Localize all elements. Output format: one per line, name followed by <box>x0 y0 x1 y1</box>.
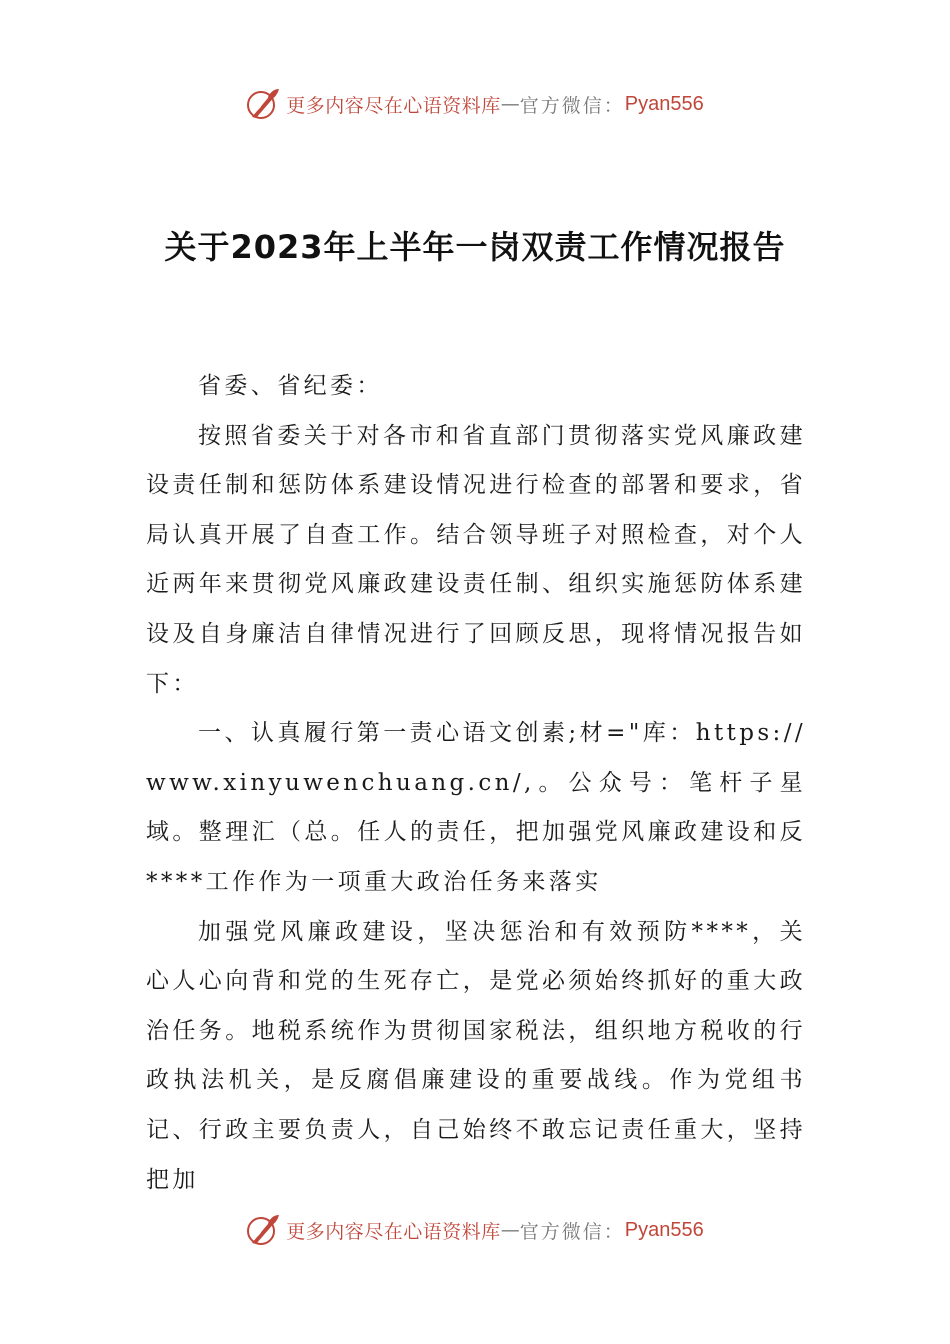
watermark-wechat-label: 官方微信： <box>519 94 625 117</box>
watermark-wechat-id: Pyan556 <box>624 1218 704 1241</box>
footer-watermark <box>0 1210 950 1250</box>
watermark-wechat-label: 官方微信： <box>519 1220 625 1243</box>
document-body <box>146 362 806 1205</box>
watermark-brand-text: 更多内容尽在心语资料库 <box>286 1220 501 1243</box>
document-title: 关于2023年上半年一岗双责工作情况报告 <box>164 228 786 266</box>
quill-pen-logo-icon <box>246 1213 280 1247</box>
watermark-separator: — <box>500 93 520 115</box>
paragraph-3: 加强党风廉政建设，坚决惩治和有效预防****，关心人心向背和党的生死存亡，是党必须始终抓好的重大政治任务。地税系统作为贯彻国家税法，组织地方税收的行政执法机关，是反腐倡廉建设的重要战线。作为党组书记、行政主要负责人，自己始终不敢忘记责任重大，坚持把加 <box>146 918 806 1193</box>
quill-pen-logo-icon <box>246 87 280 121</box>
watermark-wechat-id: Pyan556 <box>624 92 704 115</box>
paragraph-2: 一、认真履行第一责心语文创素;材="库：https://www.xinyuwenchuang.cn/,。公众号：笔杆子星域。整理汇（总。任人的责任，把加强党风廉政建设和反****工作作为一项重大政治任务来落实 <box>146 720 806 895</box>
watermark-brand-text: 更多内容尽在心语资料库 <box>286 94 501 117</box>
watermark-separator: — <box>500 1219 520 1241</box>
salutation: 省委、省纪委： <box>198 373 383 399</box>
header-watermark <box>0 84 950 124</box>
paragraph-1: 按照省委关于对各市和省直部门贯彻落实党风廉政建设责任制和惩防体系建设情况进行检查的部署和要求，省局认真开展了自查工作。结合领导班子对照检查，对个人近两年来贯彻党风廉政建设责任制、组织实施惩防体系建设及自身廉洁自律情况进行了回顾反思，现将情况报告如下： <box>146 422 806 697</box>
